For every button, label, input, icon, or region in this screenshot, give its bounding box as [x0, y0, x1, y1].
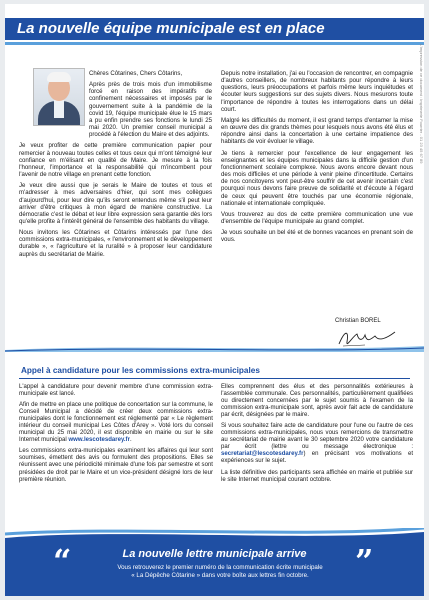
footer-banner — [5, 528, 424, 596]
appel-section-title: Appel à candidature pour les commissions extra-municipales — [21, 366, 260, 375]
section-rule — [19, 378, 410, 379]
appel-paragraph: Afin de mettre en place une politique de concertation sur la commune, le Conseil Municipal a décidé de créer deux commissions extra-municipales dont le fonctionnement est réglementé par « Le règlement intérieur du conseil municipal Les Côtes d'Arey ». Voté lors du conseil municipal du 25 mai 2020, il est disponible en mairie ou sur le site Internet municipal www.lescotesdarey.fr. — [19, 402, 213, 444]
header-stripe — [5, 42, 424, 45]
page-title: La nouvelle équipe municipale est en place — [17, 20, 325, 37]
footer-subtitle-line1: Vous retrouverez le premier numéro de la communication écrite municipale — [117, 564, 323, 571]
letter-paragraph: Nous invitons les Côtarines et Côtarins intéressés par l'une des commissions extra-municipales, « l'environnement et le développement durable », « l'agriculture et la ruralité » à proposer leur candidature auprès du secrétariat de Mairie. — [19, 229, 212, 258]
inline-highlight: secretariat@lescotesdarey.fr — [221, 451, 304, 458]
signature-name: Christian BOREL — [335, 318, 381, 324]
footer-subtitle — [75, 564, 365, 580]
appel-paragraph: L'appel à candidature pour devenir membre d'une commission extra-municipale est lancé. — [19, 384, 213, 398]
letter-paragraph: Après près de trois mois d'un immobilisme forcé en raison des impératifs de confinement nécessaires et imposés par le gouvernement suite à la pandémie de la covid 19, l'équipe municipale élue le 15 mars a pu enfin prendre ses fonctions le lundi 25 mai 2020. Un premier conseil municipal a procédé à l'élection du Maire et des adjoints. — [89, 81, 212, 139]
appel-paragraph: Elles comprennent des élus et des personnalités extérieures à l'assemblée communale. Ces personnalités, particulièrement qualifiées ou directement concernées par le sujet soumis à l'examen de la commission extra-municipale sont, après avoir fait acte de candidature par écrit, désignées par le maire. — [221, 384, 413, 419]
appel-paragraph: Les commissions extra-municipales examinent les affaires qui leur sont soumises, émettent des avis ou formulent des propositions. Elles se réunissent avec une périodicité minimale d'une fois par semestre et sont présidées de droit par le Maire et un vice-président désigné lors de leur première réunion. — [19, 448, 213, 483]
quote-open-icon: “ — [53, 542, 72, 580]
quote-close-icon: ” — [355, 542, 374, 580]
section-divider-band — [5, 344, 424, 352]
letter-left-column — [19, 70, 212, 262]
side-print-code: L'impression de ce document : Imprimerie Fourrier - 01 23 45 67 89 — [419, 44, 424, 164]
inline-highlight: www.lescotesdarey.fr — [68, 437, 130, 444]
appel-paragraph: La liste définitive des participants sera affichée en mairie et publiée sur le site Internet municipal courant octobre. — [221, 469, 413, 483]
footer-title: La nouvelle lettre municipale arrive — [122, 548, 307, 560]
appel-left-column — [19, 384, 213, 488]
letter-greeting: Chères Côtarines, Chers Côtarins, — [89, 70, 183, 77]
footer-subtitle-line2: « La Dépêche Côtarine » dans votre boîte aux lettres fin octobre. — [131, 572, 309, 579]
letter-paragraph: Vous trouverez au dos de cette première communication une vue d'ensemble de l'équipe municipale au grand complet. — [221, 210, 413, 225]
letter-paragraph: Je veux profiter de cette première communication papier pour remercier à nouveau toutes celles et tous ceux qui m'ont témoigné leur confiance en m'élisant en qualité de Maire. Je mesure à la fois l'honneur, l'importance et la responsabilité qui m'incombent pour l'avenir de notre village en prenant cette fonction. — [19, 142, 212, 179]
newsletter-page — [5, 4, 424, 596]
page-header — [5, 18, 424, 40]
letter-paragraph: Je tiens à remercier pour l'excellence de leur engagement les enseignantes et les équipes municipales dans la difficile gestion d'un fonctionnement scolaire complexe. Nous avons encore devant nous des mois difficiles et une période à venir pleine d'incertitude. Certains de nos concitoyens vont peut-être souffrir de cet avenir incertain c'est pourquoi nous devons faire preuve de solidarité et d'écoute à l'égard de ceux qui peuvent être touchés par une économie régionale, nationale et internationale compliquée. — [221, 149, 413, 207]
letter-paragraph: Malgré les difficultés du moment, il est grand temps d'entamer la mise en œuvre des dix grands thèmes pour lesquels nous avons été élus et répondre ainsi dans la concertation à une certaine impatience des habitants de voir évoluer le village. — [221, 116, 413, 146]
letter-paragraph: Je veux dire aussi que je serais le Maire de toutes et tous et m'adresser à mes adversaires d'hier, qui sont mes collègues d'aujourd'hui, pour leur dire qu'ils seront entendus même s'il peut leur arriver d'être critiques à mon égard de manière constructive. La démocratie c'est le débat et leur libre expression sera garantie dès lors qu'elle profite à l'intérêt général de l'ensemble des habitants du village. — [19, 182, 212, 225]
letter-right-column — [221, 70, 413, 247]
letter-paragraph: Depuis notre installation, j'ai eu l'occasion de rencontrer, en compagnie d'autres conseillers, de nombreux habitants pour répondre à leurs questions, leurs préoccupations et parfois même leurs inquiétudes et écouter leurs suggestions sur des sujets divers. Nous mesurons toute l'importance de répondre à toutes les interrogations dans un délai court. — [221, 70, 413, 113]
appel-right-column — [221, 384, 413, 488]
letter-paragraph: Je vous souhaite un bel été et de bonnes vacances en prenant soin de vous. — [221, 229, 413, 244]
appel-paragraph: Si vous souhaitez faire acte de candidature pour l'une ou l'autre de ces commissions extra-municipales, nous vous remercions de transmettre au secrétariat de mairie avant le 30 septembre 2020 votre candidature par écrit (lettre ou message électronique : secretariat@lescotesdarey.fr) en précisant vos motivations et expériences sur le sujet. — [221, 423, 413, 465]
